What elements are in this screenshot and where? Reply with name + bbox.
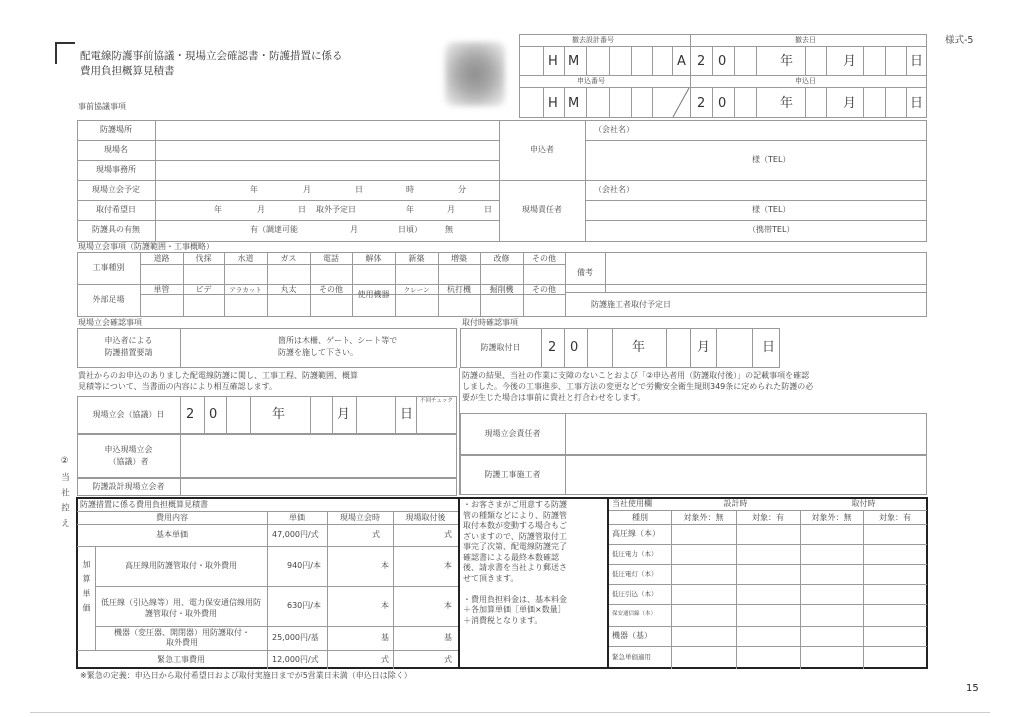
prior-row-site-name: 現場名 bbox=[104, 145, 128, 154]
mid-note-line bbox=[463, 584, 605, 595]
mid-note-line: ＋消費税となります。 bbox=[463, 615, 543, 625]
form-id: 様式-5 bbox=[945, 35, 974, 46]
page-number: 15 bbox=[966, 683, 979, 694]
row-lv-name: 低圧線（引込線等）用、電力保安通信線用防護管取付・取外費用 bbox=[101, 598, 261, 618]
application-date-label: 申込日 bbox=[795, 77, 816, 85]
year-a: 年 bbox=[780, 54, 794, 69]
mid-note-line: ・費用負担料金は、基本料金 bbox=[463, 594, 567, 604]
work-type-new-build: 新築 bbox=[408, 254, 425, 263]
day-b: 日 bbox=[910, 96, 924, 111]
mid-note-line: 確認書による最終本数確認 bbox=[463, 552, 559, 562]
prior-table bbox=[77, 120, 927, 242]
install-digit-0: 0 bbox=[570, 340, 579, 355]
work-type-gas: ガス bbox=[280, 254, 297, 263]
row-hv-name: 高圧線用防護管取付・取外費用 bbox=[125, 561, 237, 570]
protect-label-1: 申込者による bbox=[104, 336, 153, 345]
row-basic-unit-a: 式 bbox=[372, 530, 380, 539]
row-lv-unit-b: 本 bbox=[444, 601, 452, 610]
application-no-label: 申込番号 bbox=[577, 77, 605, 85]
title-bracket bbox=[55, 42, 75, 64]
col-meet: 現場立会時 bbox=[340, 513, 380, 522]
m-char-2: M bbox=[568, 96, 580, 111]
onsite-section-label: 現場立会事項（防護範囲・工事概略） bbox=[78, 242, 214, 251]
row-urgent-price: 12,000円/式 bbox=[272, 655, 319, 664]
machine-excavator: 掘削機 bbox=[489, 285, 514, 294]
meeting-year: 年 bbox=[272, 407, 286, 422]
prior-row-install-date: 取付希望日 bbox=[96, 205, 136, 214]
applicant-attendee-1: 申込現場立会 bbox=[104, 445, 153, 454]
work-type-water: 水道 bbox=[237, 254, 254, 263]
install-day: 日 bbox=[762, 340, 776, 355]
machine-crane: クレーン bbox=[403, 286, 430, 294]
mid-notes bbox=[463, 500, 605, 626]
note-right-3: 要が生じた場合は事前に貴社と打合わせをします。 bbox=[462, 393, 646, 402]
usage-row-equip: 機器（基） bbox=[612, 631, 652, 640]
note-left-1: 貴社からのお申込のありました配電線防護に関し、工事工程、防護範囲、概算 bbox=[78, 371, 358, 380]
notes-label: 備考 bbox=[577, 268, 593, 277]
schedule-hour: 時 bbox=[406, 185, 414, 194]
meeting-date-label: 現場立会（協議）日 bbox=[92, 410, 165, 419]
dismantle-date-label: 撤去日 bbox=[795, 36, 816, 44]
install-year: 年 bbox=[632, 340, 646, 355]
prior-section-label: 事前協議事項 bbox=[78, 102, 126, 111]
prior-row-location: 防護場所 bbox=[100, 125, 132, 134]
equipment-month: 月 bbox=[350, 225, 358, 234]
schedule-day: 日 bbox=[355, 185, 363, 194]
usage-type-label: 種別 bbox=[632, 513, 648, 522]
manager-mobile-label: （携帯TEL） bbox=[748, 225, 795, 234]
schedule-minute: 分 bbox=[458, 185, 466, 194]
external-log: 丸太 bbox=[280, 285, 297, 294]
row-equip-price: 25,000円/基 bbox=[272, 633, 319, 642]
row-urgent-name: 緊急工事費用 bbox=[157, 655, 205, 664]
manager-tel-label: 様（TEL） bbox=[752, 205, 791, 214]
applicant-attendee-box bbox=[77, 434, 457, 478]
digit-0-a: 0 bbox=[718, 54, 727, 69]
install-schedule-label: 防護施工者取付予定日 bbox=[591, 300, 671, 309]
applicant-label: 申込者 bbox=[530, 145, 554, 154]
work-type-extension: 増築 bbox=[451, 254, 467, 263]
row-equip-unit-a: 基 bbox=[381, 633, 389, 642]
month-a: 月 bbox=[843, 54, 857, 69]
external-other: その他 bbox=[319, 285, 343, 294]
equipment-none: 無 bbox=[445, 225, 453, 234]
schedule-month: 月 bbox=[303, 185, 311, 194]
col-content: 費用内容 bbox=[156, 513, 188, 522]
work-type-phone: 電話 bbox=[323, 254, 339, 263]
mid-note-line: ・お客さまがご用意する防護 bbox=[463, 500, 567, 509]
digit-0-b: 0 bbox=[718, 96, 727, 111]
meeting-day: 日 bbox=[400, 407, 414, 422]
note-left-2: 見積等について、当書面の内容により相互確認します。 bbox=[78, 382, 278, 391]
row-hv-price: 940円/本 bbox=[287, 561, 321, 570]
h-char-2: H bbox=[548, 96, 558, 111]
usage-row-lv-light: 低圧電灯（本） bbox=[612, 570, 658, 578]
mid-note-line: ざいますので、防護管取付工 bbox=[463, 531, 567, 541]
col-install: 現場取付後 bbox=[405, 513, 446, 522]
install-year: 年 bbox=[214, 205, 222, 214]
applicant-attendee-2: （協議）者 bbox=[108, 457, 149, 466]
dismantle-no-label: 撤去設計番号 bbox=[572, 36, 614, 44]
col-price: 単価 bbox=[289, 513, 305, 522]
mid-note-line: 事完了次第、配電線防護完了 bbox=[463, 542, 567, 551]
removal-day: 日 bbox=[484, 205, 492, 214]
day-a: 日 bbox=[910, 54, 924, 69]
row-equip-unit-b: 基 bbox=[444, 633, 452, 642]
estimate-title: 防護措置に係る費用負担概算見積書 bbox=[80, 500, 208, 509]
meeting-month: 月 bbox=[337, 407, 351, 422]
usage-install-none: 対象外：無 bbox=[811, 513, 852, 522]
external-pipe: 単管 bbox=[153, 285, 170, 294]
usage-design-yes: 対象：有 bbox=[752, 513, 784, 522]
usage-row-hv: 高圧線（本） bbox=[612, 529, 660, 538]
field-manager-label: 現場立会責任者 bbox=[484, 429, 541, 438]
m-char-1: M bbox=[568, 54, 580, 69]
install-month: 月 bbox=[697, 340, 711, 355]
install-section-label: 取付時確認事項 bbox=[462, 318, 518, 327]
mid-note-line: ＋各加算単価［単価×数量］ bbox=[463, 605, 566, 614]
field-worker-label: 防護工事施工者 bbox=[484, 470, 541, 479]
row-basic-price: 47,000円/式 bbox=[272, 530, 319, 539]
applicant-tel-label: 様（TEL） bbox=[752, 155, 791, 164]
removal-year: 年 bbox=[406, 205, 414, 214]
work-type-felling: 伐採 bbox=[195, 254, 212, 263]
redacted-stamp bbox=[445, 42, 505, 106]
usage-design-none: 対象外：無 bbox=[683, 513, 724, 522]
install-day: 日 bbox=[298, 205, 306, 214]
row-basic-name: 基本単価 bbox=[156, 530, 188, 539]
usage-install-yes: 対象：有 bbox=[879, 513, 911, 522]
row-lv-unit-a: 本 bbox=[381, 601, 389, 610]
mid-note-line: 後、請求書を当社より郵送さ bbox=[463, 563, 567, 572]
addition-side-label: 加 算 単 価 bbox=[82, 560, 91, 614]
usage-design-label: 設計時 bbox=[723, 499, 748, 508]
machine-pile: 杭打機 bbox=[447, 285, 471, 294]
digit-2-b: 2 bbox=[697, 96, 706, 111]
site-manager-label: 現場責任者 bbox=[522, 205, 562, 214]
equipment-day: 日頃） bbox=[398, 225, 422, 234]
usage-row-lv-service: 低圧引込（本） bbox=[612, 590, 658, 598]
schedule-year: 年 bbox=[250, 185, 258, 194]
usage-title: 当社使用欄 bbox=[612, 499, 652, 508]
work-type-road: 道路 bbox=[153, 254, 170, 263]
usage-row-urgent: 緊急単価適用 bbox=[612, 653, 651, 661]
title-line-2: 費用負担概算見積書 bbox=[80, 65, 175, 77]
work-type-renovation: 改修 bbox=[493, 254, 510, 263]
title-line-1: 配電線防護事前協議・現場立会確認書・防護措置に係る bbox=[80, 50, 343, 62]
note-right-2: しました。今後の工事進歩、工事方法の変更などで労働安全衛生規則349条に定められた防護の必 bbox=[462, 382, 814, 391]
digit-2-a: 2 bbox=[697, 54, 706, 69]
mid-note-line: せて頂きます。 bbox=[463, 573, 519, 583]
month-b: 月 bbox=[843, 96, 857, 111]
mid-note-line: 管の種類などにより、防護管 bbox=[463, 510, 567, 520]
external-bide: ビデ bbox=[195, 285, 212, 294]
applicant-company-label: （会社名） bbox=[594, 125, 634, 134]
equipment-available: 有（調達可能 bbox=[250, 225, 298, 234]
confirm-section-label: 現場立会確認事項 bbox=[78, 318, 142, 327]
usage-row-comm: 保安通信線（本） bbox=[612, 611, 657, 617]
row-hv-unit-a: 本 bbox=[381, 561, 389, 570]
usage-install-label: 取付時 bbox=[851, 499, 876, 508]
prior-row-site-office: 現場事務所 bbox=[96, 165, 136, 174]
external-arakatto: アラカット bbox=[229, 286, 262, 294]
protect-label-2: 防護措置要請 bbox=[104, 348, 153, 357]
row-hv-unit-b: 本 bbox=[444, 561, 452, 570]
install-digit-2: 2 bbox=[548, 340, 557, 355]
machine-label: 使用機器 bbox=[357, 290, 390, 299]
work-type-other: その他 bbox=[532, 254, 556, 263]
machine-other: その他 bbox=[532, 285, 556, 294]
meeting-digit-2: 2 bbox=[186, 407, 195, 422]
external-label: 外部足場 bbox=[92, 295, 125, 304]
install-month: 月 bbox=[257, 205, 265, 214]
row-equip-name: 機器（変圧器、開閉器）用防護取付・取外費用 bbox=[114, 628, 250, 647]
mid-note-line: 取付本数が変動する場合もご bbox=[463, 521, 567, 530]
slash-mark bbox=[672, 87, 690, 118]
prior-row-meeting-schedule: 現場立会予定 bbox=[92, 185, 140, 194]
protect-text-2: 防護を施して下さい。 bbox=[278, 348, 358, 357]
row-basic-unit-b: 式 bbox=[444, 530, 452, 539]
company-copy-label: ② 当 社 控 え bbox=[59, 456, 70, 529]
footer-note: ※緊急の定義：申込日から取付希望日および取付実施日までが5営業日未満（申込日は除く） bbox=[80, 671, 412, 680]
usage-row-lv-power: 低圧電力（本） bbox=[612, 550, 658, 558]
meeting-digit-0: 0 bbox=[209, 407, 218, 422]
work-type-label: 工事種別 bbox=[92, 263, 125, 272]
check-label: 不回チェック bbox=[420, 398, 453, 404]
row-urgent-unit-b: 式 bbox=[444, 655, 452, 664]
install-date-label: 防護取付日 bbox=[480, 343, 521, 352]
removal-month: 月 bbox=[447, 205, 455, 214]
a-char: A bbox=[677, 54, 686, 69]
year-b: 年 bbox=[780, 96, 794, 111]
prior-row-equipment: 防護具の有無 bbox=[92, 225, 140, 234]
note-right-1: 防護の結果、当社の作業に支障のないことおよび「②申込者用（防護取付後）」の記載事項を確認 bbox=[462, 371, 810, 380]
removal-date-label: 取外予定日 bbox=[316, 205, 356, 214]
protect-text-1: 箇所は木柵、ゲート、シート等で bbox=[278, 336, 398, 345]
work-type-demolition: 解体 bbox=[365, 254, 382, 263]
row-urgent-unit-a: 式 bbox=[381, 655, 389, 664]
designer-label: 防護設計現場立会者 bbox=[92, 482, 165, 491]
h-char-1: H bbox=[548, 54, 558, 69]
manager-company-label: （会社名） bbox=[594, 185, 634, 194]
row-lv-price: 630円/本 bbox=[287, 601, 321, 610]
